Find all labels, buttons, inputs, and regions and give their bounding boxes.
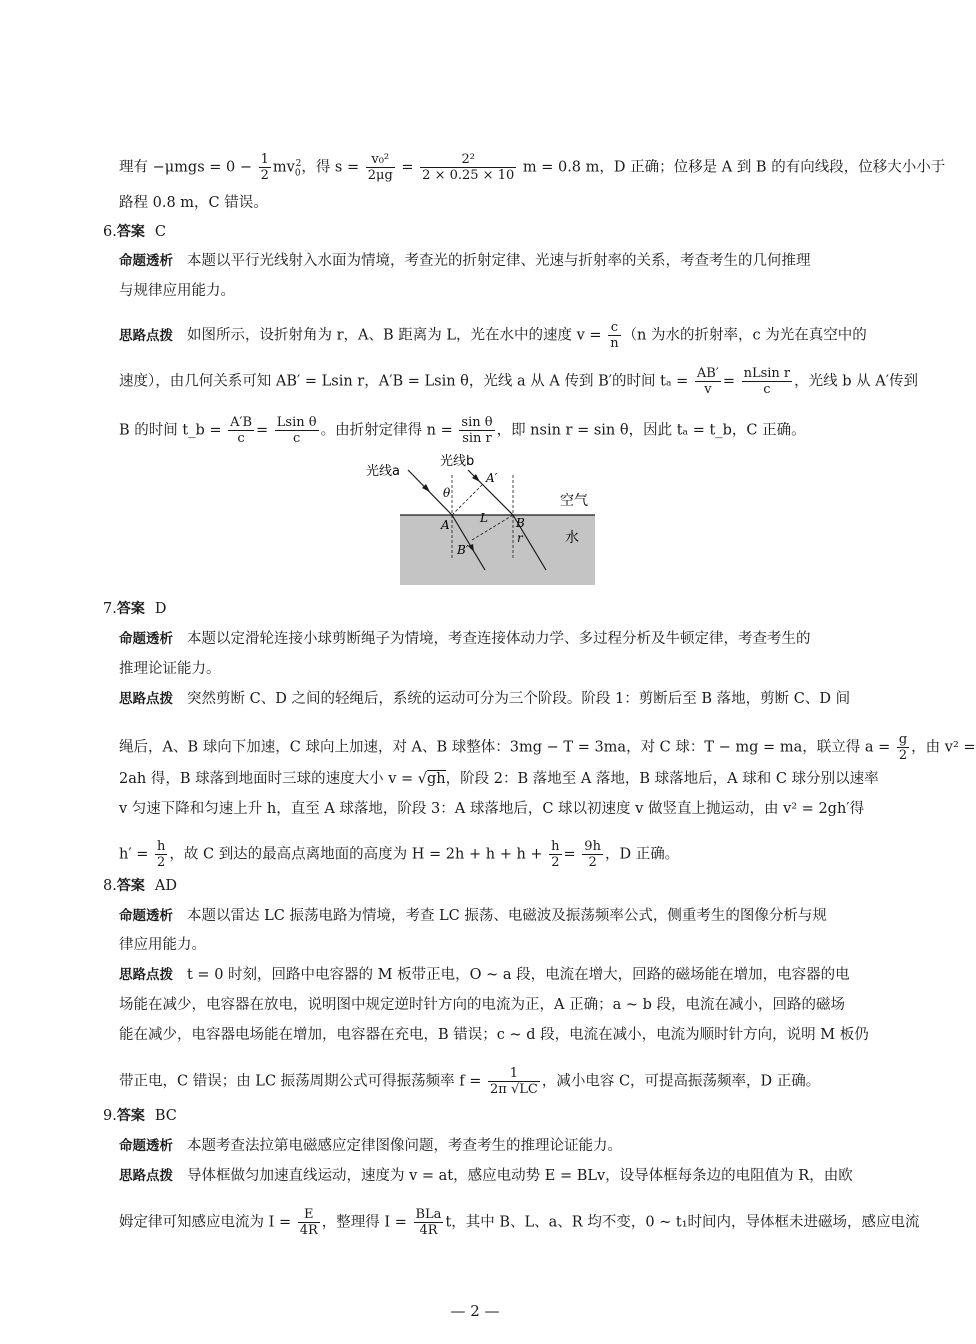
label-ray-a: 光线a xyxy=(366,464,400,479)
label-theta: θ xyxy=(443,486,451,500)
wavefront-A-Aprime xyxy=(452,485,482,515)
fraction: $\frac{E}{4R}$ xyxy=(299,1207,318,1238)
q6-intent-1: 命题透析 本题以平行光线射入水面为情境，考查光的折射定律、光速与折射率的关系，考查考生的几何推理 xyxy=(119,253,811,269)
refraction-diagram xyxy=(360,450,610,590)
fraction: $\frac{\text{v₀²}}{2\mu g}$ xyxy=(367,152,393,183)
fraction: $\frac{\text{sin θ}}{\text{sin r}}$ xyxy=(461,415,493,446)
q9-intent-1: 命题透析 本题考查法拉第电磁感应定律图像问题，考查考生的推理论证能力。 xyxy=(119,1138,622,1154)
q6-intent-2: 与规律应用能力。 xyxy=(119,283,235,299)
label-water: 水 xyxy=(565,530,579,546)
fraction: $\frac{g}{2}$ xyxy=(898,732,908,763)
q7-hint-5: h′ = $\frac{h}{2}$ ，故 C 到达的最高点离地面的高度为 H = 2h + h + h + $\frac{h}{2}$ = $\frac{9h}{2}$ ，D 正确。 xyxy=(119,839,680,870)
q8-intent-2: 律应用能力。 xyxy=(119,937,206,953)
fraction: $\frac{A'B}{c}$ xyxy=(230,415,253,446)
water-region xyxy=(400,515,595,585)
fraction: $\frac{1}{2}$ xyxy=(260,152,269,183)
q6-hint-3: B 的时间 t_b = $\frac{A'B}{c}$ = $\frac{\text{Lsin θ}}{c}$ 。由折射定律得 n = $\frac{\text{sin θ}}{\text{sin r}}$ ，即 nsin r = sin θ，因此 tₐ = t_b，C 正确。 xyxy=(119,415,806,446)
q7-answer: 7.答案 D xyxy=(103,601,167,617)
q6-answer: 6.答案 C xyxy=(103,224,166,240)
q7-intent-2: 推理论证能力。 xyxy=(119,661,221,677)
q5-line-2: 路程 0.8 m，C 错误。 xyxy=(119,195,268,211)
q5-line-1: 理有 −μmgs = 0 − $\frac{1}{2}$ $mv_0^2$，得 s = $\frac{\text{v₀²}}{2\mu g}$ = $\frac{\text{2²}}{2 \times 0.25 \times 10}$ m = 0.8 m，D 正确；位移是 A 到 B 的有向线段，位移大小小于 xyxy=(119,152,946,183)
fraction: $\frac{\text{BLa}}{4R}$ xyxy=(415,1207,442,1238)
fraction: $\frac{1}{2\pi √LC}$ xyxy=(490,1066,538,1097)
label-B: B xyxy=(516,516,525,530)
page-number: — 2 — xyxy=(450,1302,500,1320)
q8-hint-2: 场能在减少，电容器在放电，说明图中规定逆时针方向的电流为正，A 正确；a ~ b 段，电流在减小，回路的磁场 xyxy=(119,997,845,1013)
fraction: $\frac{c}{n}$ xyxy=(610,320,619,351)
q9-answer: 9.答案 BC xyxy=(103,1108,177,1124)
label-L: L xyxy=(480,511,488,525)
label-A: A xyxy=(441,518,450,532)
q7-hint-3: 2ah 得，B 球落到地面时三球的速度大小 v = √gh，阶段 2：B 落地至 A 落地，B 球落地后，A 球和 C 球分别以速率 xyxy=(119,771,879,787)
fraction: $\frac{9h}{2}$ xyxy=(584,839,601,870)
q9-hint-2: 姆定律可知感应电流为 I = $\frac{E}{4R}$ ，整理得 I = $\frac{\text{BLa}}{4R}$ t，其中 B、L、a、R 均不变，0 ~ t₁时间内，导体框未进磁场，感应电流 xyxy=(119,1207,920,1238)
q7-hint-1: 思路点拨 突然剪断 C、D 之间的轻绳后，系统的运动可分为三个阶段。阶段 1：剪断后至 B 落地，剪断 C、D 间 xyxy=(119,691,851,707)
q6-hint-2: 速度），由几何关系可知 AB′ = Lsin r，A′B = Lsin θ，光线 a 从 A 传到 B′的时间 tₐ = $\frac{AB'}{v}$ = $\frac{\text{nLsin r}}{c}$ ，光线 b 从 A′传到 xyxy=(119,366,919,397)
fraction: $\frac{\text{2²}}{2 \times 0.25 \times 10}$ xyxy=(422,152,515,183)
label-ray-b: 光线b xyxy=(440,454,475,469)
q7-hint-4: v 匀速下降和匀速上升 h，直至 A 球落地，阶段 3：A 球落地后，C 球以初速度 v 做竖直上抛运动，由 v² = 2gh′得 xyxy=(119,801,865,817)
q7-intent-1: 命题透析 本题以定滑轮连接小球剪断绳子为情境，考查连接体动力学、多过程分析及牛顿定律，考查考生的 xyxy=(119,631,811,647)
q8-intent-1: 命题透析 本题以雷达 LC 振荡电路为情境，考查 LC 振荡、电磁波及振荡频率公式，侧重考生的图像分析与规 xyxy=(119,908,827,924)
q7-hint-2: 绳后，A、B 球向下加速，C 球向上加速，对 A、B 球整体：3mg − T = 3ma，对 C 球：T − mg = ma，联立得 a = $\frac{g}{2}$ ，由 v² = xyxy=(119,732,976,763)
q8-hint-4: 带正电，C 错误；由 LC 振荡周期公式可得振荡频率 f = $\frac{1}{2\pi √LC}$ ，减小电容 C，可提高振荡频率，D 正确。 xyxy=(119,1066,821,1097)
fraction: $\frac{h}{2}$ xyxy=(157,839,166,870)
fraction: $\frac{\text{Lsin θ}}{c}$ xyxy=(276,415,317,446)
q9-hint-1: 思路点拨 导体框做匀加速直线运动，速度为 v = at，感应电动势 E = BLv，设导体框每条边的电阻值为 R，由欧 xyxy=(119,1168,853,1184)
fraction: $\frac{\text{nLsin r}}{c}$ xyxy=(743,366,791,397)
label-air: 空气 xyxy=(560,493,588,509)
fraction: $\frac{AB'}{v}$ xyxy=(696,366,719,397)
label-r: r xyxy=(517,531,523,545)
q8-hint-3: 能在减少，电容器电场能在增加，电容器在充电，B 错误；c ~ d 段，电流在减小，电流为顺时针方向，说明 M 板仍 xyxy=(119,1027,869,1043)
q6-hint-1: 思路点拨 如图所示，设折射角为 r，A、B 距离为 L，光在水中的速度 v = $\frac{c}{n}$ （n 为水的折射率，c 为光在真空中的 xyxy=(119,320,867,351)
label-A-prime: A′ xyxy=(486,471,498,485)
label-B-prime: B′ xyxy=(457,543,469,557)
q8-hint-1: 思路点拨 t = 0 时刻，回路中电容器的 M 板带正电，O ~ a 段，电流在增大，回路的磁场能在增加，电容器的电 xyxy=(119,967,850,983)
fraction: $\frac{h}{2}$ xyxy=(551,839,560,870)
q8-answer: 8.答案 AD xyxy=(103,878,177,894)
